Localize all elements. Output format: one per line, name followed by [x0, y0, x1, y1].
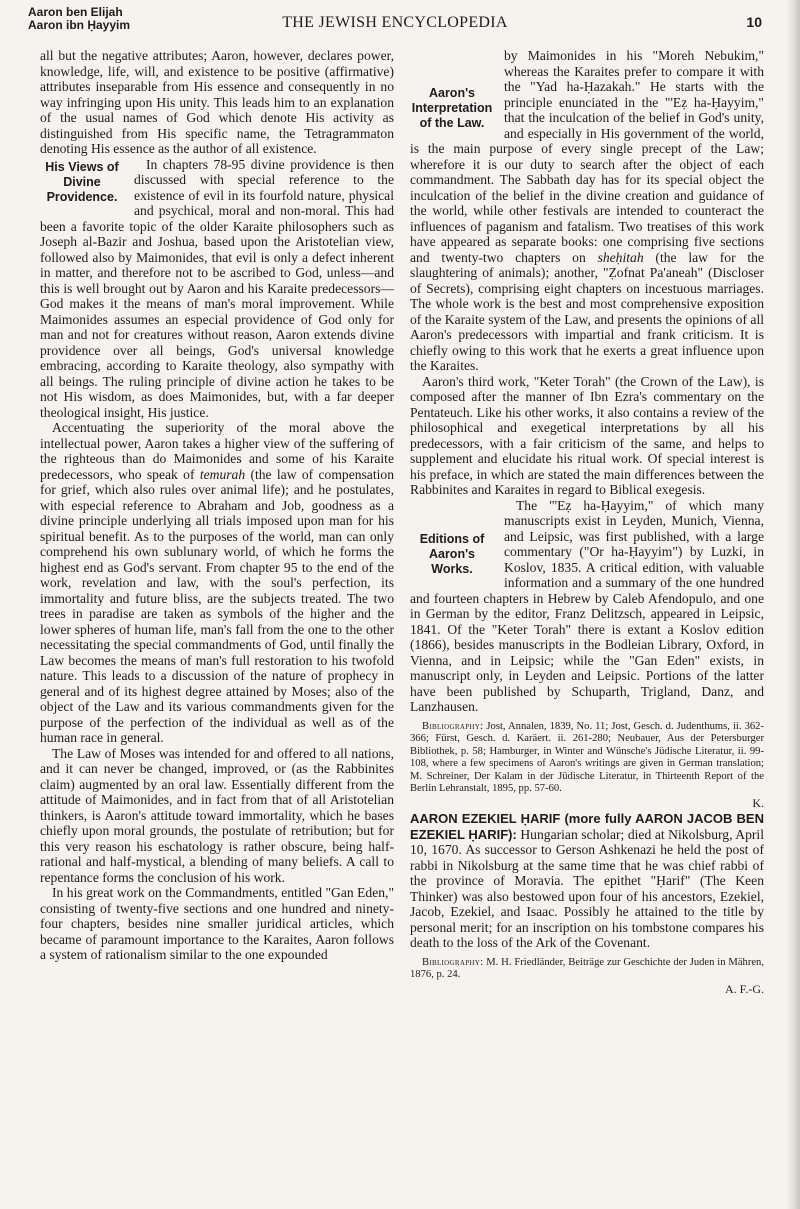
page-number: 10 — [746, 14, 762, 30]
sidenote-editions: Editions of Aaron's Works. — [419, 531, 485, 576]
bibliography: Bibliography: M. H. Friedländer, Beiträge zur Geschichte der Juden in Mähren, 1876, p. 24. — [410, 956, 764, 980]
right-column — [410, 48, 764, 997]
paragraph: His Views of Divine Providence. In chapters 78-95 divine providence is then discussed with special reference to the existence of evil in its fourfold nature, physical and psychical, moral and non-moral. This had been a favorite topic of the older Karaite philosophers such as Joseph al-Bazir and Joshua, based upon the Aristotelian view, followed also by Maimonides, that evil is only a defect inherent in matter, and therefore not to be ascribed to God, unless—and this is well brought out by Aaron and his Karaite predecessors—God makes it the means of man's moral improvement. While Maimonides assumes an especial providence of God only for man and not for creatures without reason, Aaron extends divine providence over all beings, God's universal knowledge embracing, according to Karaite theology, also sympathy with all beings. The ruling principle of divine action he takes to be not His wisdom, as does Maimonides, but, with a far deeper theological insight, His justice. — [40, 156, 394, 420]
paragraph: Editions of Aaron's Works. The "'Eẓ ha-Ḥayyim," of which many manuscripts exist in Leyden, Munich, Vienna, and Leipsic, was first published, with a large commentary ("Or ha-Ḥayyim") by Luzki, in Koslov, 1835. A critical edition, with valuable information and a summary of the one hundred and fourteen chapters in Hebrew by Caleb Afendopulo, and one in German by the editor, Franz Delitzsch, appeared in Leipsic, 1841. Of the "Keter Torah" there is extant a Koslov edition (1866), besides manuscripts in the Bodleian Library, Oxford, in Vienna, and in Leipsic; while the "Gan Eden" exists, in manuscript only, in Leyden and Leipsic. Portions of the latter have been published by Schuparth, Trigland, Danz, and Lanzhausen. — [410, 497, 764, 714]
running-head-bottom: Aaron ibn Ḥayyim — [28, 18, 131, 32]
left-column — [40, 48, 394, 963]
paragraph: The Law of Moses was intended for and offered to all nations, and it can never be changed, improved, or (as the Rabbinites claim) augmented by an oral law. Essentially different from the attitude of Maimonides, and in fact from that of all Aristotelian thinkers, is Aaron's attitude toward immortality, which he bases chiefly upon moral grounds, the postulate of retribution; but for this very reason his eschatology is rather obscure, being half-rational and half-mystical, a blending of many beliefs. A call to repentance forms the conclusion of his work. — [40, 745, 394, 885]
term-temurah: temurah — [199, 466, 246, 482]
entry-heading: AARON EZEKIEL ḤARIF (more fully AARON JACOB BEN EZEKIEL ḤARIF): — [410, 811, 764, 842]
page-edge-shadow — [786, 0, 800, 1209]
paragraph: Aaron's third work, "Keter Torah" (the Crown of the Law), is composed after the manner of Ibn Ezra's commentary on the Pentateuch. Like his other works, it also contains a review of the philosophical and exegetical interpretations by all his predecessors, with a fair criticism of the same, and helps to supplement and elucidate his ritual work. Of special interest is his preface, in which are stated the main differences between the Rabbinites and Karaites in regard to Biblical exegesis. — [410, 373, 764, 497]
paragraph: Accentuating the superiority of the moral above the intellectual power, Aaron takes a higher view of the suffering of the righteous than do Maimonides and some of his Karaite predecessors, who speak of temurah (the law of compensation for grief, which also rules over animal life); and he postulates, with especial reference to Abraham and Job, goodness as a divine principle underlying all trials imposed upon man for his spiritual benefit. As to the purposes of the world, man can only comprehend his own sublunary world, of which he forms the highest end as God's servant. From chapter 95 to the end of the work, revelation and law, with the soul's perfection, its immortality and future bliss, are the subjects treated. The two trees in paradise are taken as symbols of the higher and the lower spheres of human life, man's fall from the one to the other necessitating the special commandments of God, until finally the Law becomes the means of man's full restoration to his twofold nature. This leads to a discussion of the nature of prophecy in general and of its highest degree attained by Moses; also of the object of the Law and its various commandments given for the purpose of the perfection of the individual as well as of the human race in general. — [40, 420, 394, 745]
running-head-top: Aaron ben Elijah — [28, 5, 123, 19]
sidenote-interpretation: Aaron's Interpretation of the Law. — [411, 86, 493, 130]
term-shehitah: sheḥitah — [597, 249, 644, 265]
paragraph: In his great work on the Commandments, entitled "Gan Eden," consisting of twenty-five sections and one hundred and ninety-four chapters, besides nine smaller juridical articles, which became of paramount importance to the Karaites, Aaron follows a system of rationalism similar to the one expounded — [40, 885, 394, 962]
bibliography: Bibliography: Jost, Annalen, 1839, No. 11; Jost, Gesch. d. Judenthums, ii. 362-366; Fürst, Gesch. d. Karäert. ii. 261-280; Neubauer, Aus der Petersburger Bibliothek, p. 58; Hamburger, in Winter and Wünsche's Jüdische Literatur, ii. 99-108, where a few specimens of Aaron's writings are given in German translation; M. Schreiner, Der Kalam in der Jüdische Literatur, in Thirteenth Report of the Berlin Lehranstalt, 1895, pp. 57-60. — [410, 720, 764, 794]
paragraph: Aaron's Interpretation of the Law. by Maimonides in his "Moreh Nebukim," whereas the Karaites prefer to compare it with the "Yad ha-Ḥazakah." He starts with the principle enunciated in the "'Eẓ ha-Ḥayyim," that the inculcation of the belief in God's unity, and especially in His government of the world, is the main purpose of every single precept of the Law; wherefore it is our duty to search after the object of each commandment. The Sabbath day has for its special object the inculcation of the belief in the divine creation and guidance of the world, while other festivals are intended to counteract the influences of paganism and fatalism. Two treatises of this work have appeared as separate books: one comprising five sections and twenty-two chapters on sheḥitah (the law for the slaughtering of animals); another, "Ẓofnat Pa'aneah" (Discloser of Secrets), comprising eight chapters on incestuous marriages. The whole work is the best and most comprehensive exposition of the Karaite system of the Law, and presents the opinions of all Aaron's predecessors with impartial and frank criticism. It is chiefly owing to this work that he exerts a great influence upon the Karaites. — [410, 48, 764, 373]
sidenote-his-views: His Views of Divine Providence. — [45, 159, 119, 204]
entry: AARON EZEKIEL ḤARIF (more fully AARON JACOB BEN EZEKIEL ḤARIF): Hungarian scholar; died at Nikolsburg, April 10, 1670. As successor to Gerson Ashkenazi he held the post of rabbi in Nikolsburg at the same time that he was chief rabbi of the province of Moravia. The epithet "Ḥarif" (The Keen Thinker) was also bestowed upon four of his ancestors, Ezekiel, Jacob, Ezekiel, and Isaac. Possibly he attained to the title by personal merit; for an inscription on his tombstone compares his death to the loss of the Ark of the Covenant. — [410, 811, 764, 950]
page-title: THE JEWISH ENCYCLOPEDIA — [282, 14, 508, 31]
author-signature: A. F.-G. — [724, 981, 764, 996]
author-signature: K. — [752, 795, 764, 810]
page-header — [28, 6, 762, 40]
paragraph: all but the negative attributes; Aaron, however, declares power, knowledge, life, will, and existence to be positive (affirmative) attributes inseparable from His essence and consequently in no way infringing upon His unity. This leads him to an explanation of the usual names of God which denote His activity as distinguished from His specific name, the Tetragrammaton denoting His essence as the author of all existence. — [40, 48, 394, 156]
